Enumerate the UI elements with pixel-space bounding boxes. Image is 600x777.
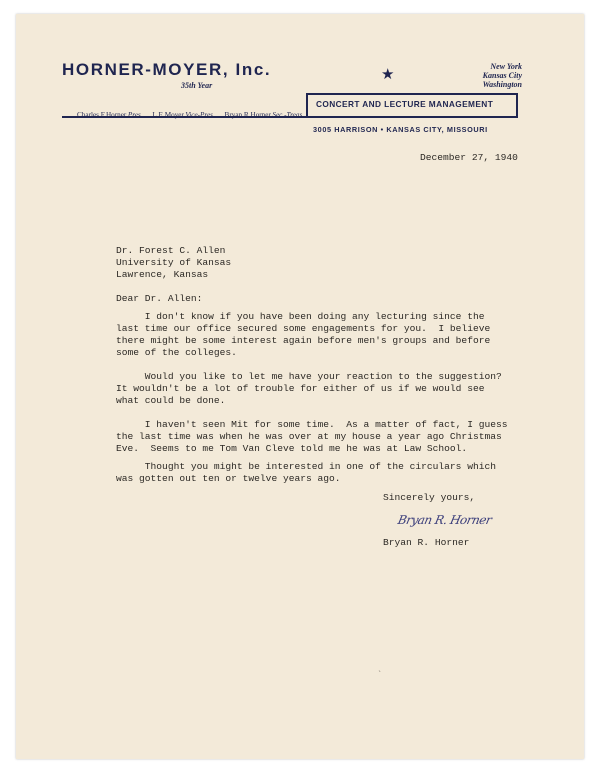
paragraph-line: I haven't seen Mit for some time. As a matter of fact, I guess — [116, 419, 508, 430]
recipient-line: Dr. Forest C. Allen — [116, 245, 226, 256]
company-name: HORNER-MOYER, Inc. — [62, 60, 272, 79]
officer: L.E.Moyer,Vice-Pres. — [152, 111, 215, 119]
paper-mark: ˎ — [378, 663, 382, 672]
paragraph-line: what could be done. — [116, 395, 226, 406]
signature: Bryan R. Horner — [396, 513, 493, 527]
salutation: Dear Dr. Allen: — [116, 293, 203, 304]
city: Kansas City — [482, 71, 522, 80]
paragraph-line: some of the colleges. — [116, 347, 237, 358]
paragraph-line: I don't know if you have been doing any lecturing since the — [116, 311, 485, 322]
officers-list — [77, 111, 312, 119]
city: New York — [490, 62, 522, 71]
star-icon: ★ — [381, 65, 395, 83]
office-cities — [450, 62, 522, 89]
recipient-line: Lawrence, Kansas — [116, 269, 209, 280]
letter-date: December 27, 1940 — [420, 152, 518, 163]
paragraph-line: It wouldn't be a lot of trouble for either of us if we would see — [116, 383, 485, 394]
paragraph-line: the last time was when he was over at my house a year ago Christmas — [116, 431, 502, 442]
paragraph-line: last time our office secured some engagements for you. I believe — [116, 323, 491, 334]
company-address: 3005 HARRISON • KANSAS CITY, MISSOURI — [313, 125, 488, 134]
company-year: 35th Year — [181, 81, 213, 90]
recipient-line: University of Kansas — [116, 257, 232, 268]
officer: Charles F.Horner,Pres. — [77, 111, 143, 119]
paragraph-line: Eve. Seems to me Tom Van Cleve told me he was at Law School. — [116, 443, 468, 454]
officer: Bryan R.Horner,Sec.-Treas. — [224, 111, 305, 119]
city: Washington — [482, 80, 522, 89]
service-title: CONCERT AND LECTURE MANAGEMENT — [316, 99, 494, 109]
closing: Sincerely yours, — [383, 492, 476, 503]
paragraph-line: Would you like to let me have your reaction to the suggestion? — [116, 371, 502, 382]
signer-name: Bryan R. Horner — [383, 537, 470, 548]
paragraph-line: Thought you might be interested in one of the circulars which — [116, 461, 496, 472]
paragraph-line: was gotten out ten or twelve years ago. — [116, 473, 341, 484]
paragraph-line: there might be some interest again before men's groups and before — [116, 335, 491, 346]
